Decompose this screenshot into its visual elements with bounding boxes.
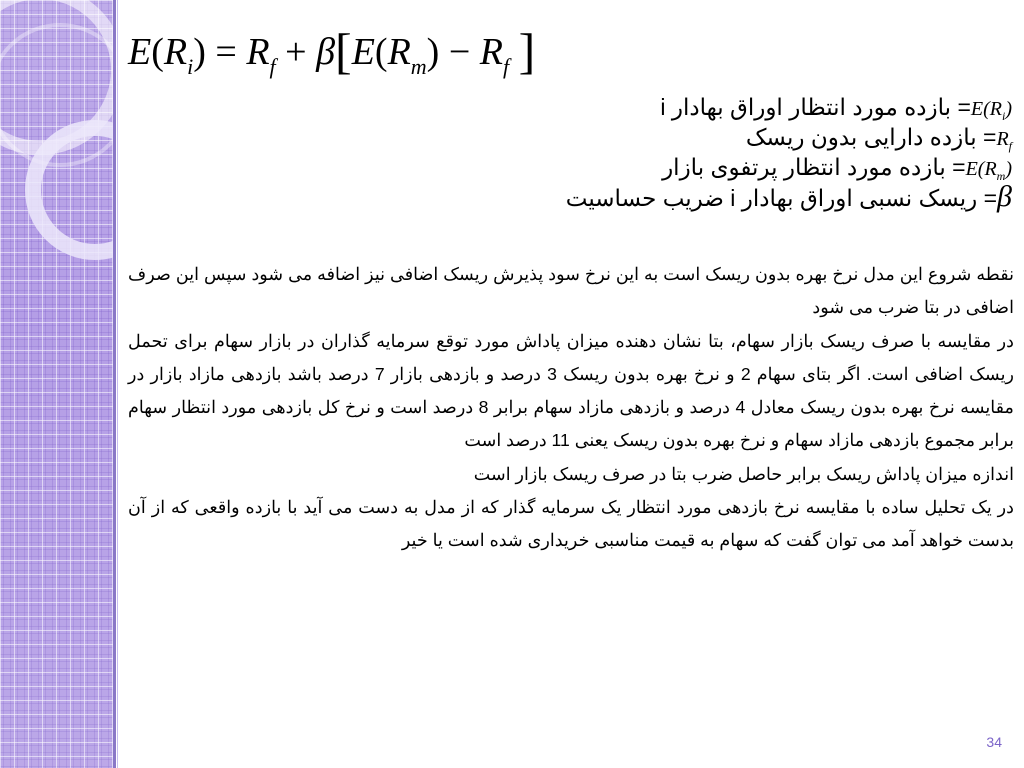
symbol-rf: $R_f$ — [996, 128, 1012, 153]
definition-market-return — [412, 152, 1012, 182]
formula-minus: − — [448, 31, 471, 73]
paragraph-risk-reward: اندازه میزان پاداش ریسک برابر حاصل ضرب بتا در صرف ریسک بازار است — [473, 463, 1014, 484]
formula-inner-r: R — [387, 31, 411, 73]
formula-rf-r: R — [246, 31, 270, 73]
formula-rf-sub: f — [269, 54, 276, 79]
formula-plus: + — [285, 31, 307, 73]
decorative-side-strip — [0, 0, 113, 768]
strip-divider-highlight — [117, 0, 118, 768]
definitions-list — [412, 92, 1012, 212]
formula-lhs-e: E — [128, 31, 152, 73]
formula-lhs-r: R — [163, 31, 188, 73]
definition-risk-free — [412, 122, 1012, 152]
page-number: 34 — [986, 734, 1002, 750]
paragraph-simple-analysis: در یک تحلیل ساده با مقایسه نرخ بازدهی مورد انتظار یک سرمایه گذار که از مدل به دست می آید با بازده واقعی که از آن بدست خواهد آمد می توان گفت که سهام به قیمت مناسبی خریداری شده است یا خیر — [128, 497, 1014, 551]
symbol-e-rm: $E(R_m)$ — [965, 158, 1012, 183]
formula-beta: β — [316, 31, 336, 73]
symbol-beta: β — [997, 180, 1012, 213]
explanation-text — [128, 258, 1014, 558]
definition-text: = بازده مورد انتظار پرتفوی بازار — [662, 154, 966, 180]
paragraph-starting-point: نقطه شروع این مدل نرخ بهره بدون ریسک است به این نرخ سود پذیرش ریسک اضافی نیز اضافه می شود سپس این صرف اضافی در بتا ضرب می شود — [128, 264, 1014, 318]
formula-lhs-sub: i — [187, 54, 194, 79]
capm-formula: $E(R_i) = R_f + \beta[E(R_m) - R_f$ ] — [128, 23, 536, 79]
formula-inner-rf-sub: f — [502, 54, 510, 79]
formula-inner-rf-r: R — [479, 31, 503, 73]
paragraph-market-premium: در مقایسه با صرف ریسک بازار سهام، بتا نشان دهنده میزان پاداش مورد توقع سرمایه گذاران در بازار سهام برای تحمل ریسک اضافی است. اگر بتای سهام 2 و نرخ بهره بدون ریسک 3 درصد و بازدهی بازار 7 درصد باشد بازدهی مازاد بازار در مقایسه نرخ بهره بدون ریسک معادل 4 درصد و بازدهی مازاد سهام برابر 8 درصد است و نرخ کل بازدهی مورد انتظار سهام برابر مجموع بازدهی مازاد سهام و نرخ بهره بدون ریسک یعنی 11 درصد است — [128, 330, 1014, 451]
formula-inner-e: E — [351, 31, 375, 73]
formula-equals: = — [215, 31, 237, 73]
formula-right-bracket: ] — [518, 23, 536, 79]
formula-inner-sub: m — [410, 54, 427, 79]
formula-left-bracket: [ — [335, 23, 352, 79]
decorative-rings — [0, 0, 113, 768]
definition-text: = ریسک نسبی اوراق بهادار i ضریب حساسیت — [565, 185, 998, 211]
definition-text: = بازده دارایی بدون ریسک — [745, 124, 997, 150]
symbol-e-ri: $E(R_i)$ — [970, 98, 1012, 123]
strip-divider — [113, 0, 116, 768]
definition-expected-return — [412, 92, 1012, 122]
definition-text: = بازده مورد انتظار اوراق بهادار i — [660, 94, 971, 120]
definition-beta — [412, 182, 1012, 212]
